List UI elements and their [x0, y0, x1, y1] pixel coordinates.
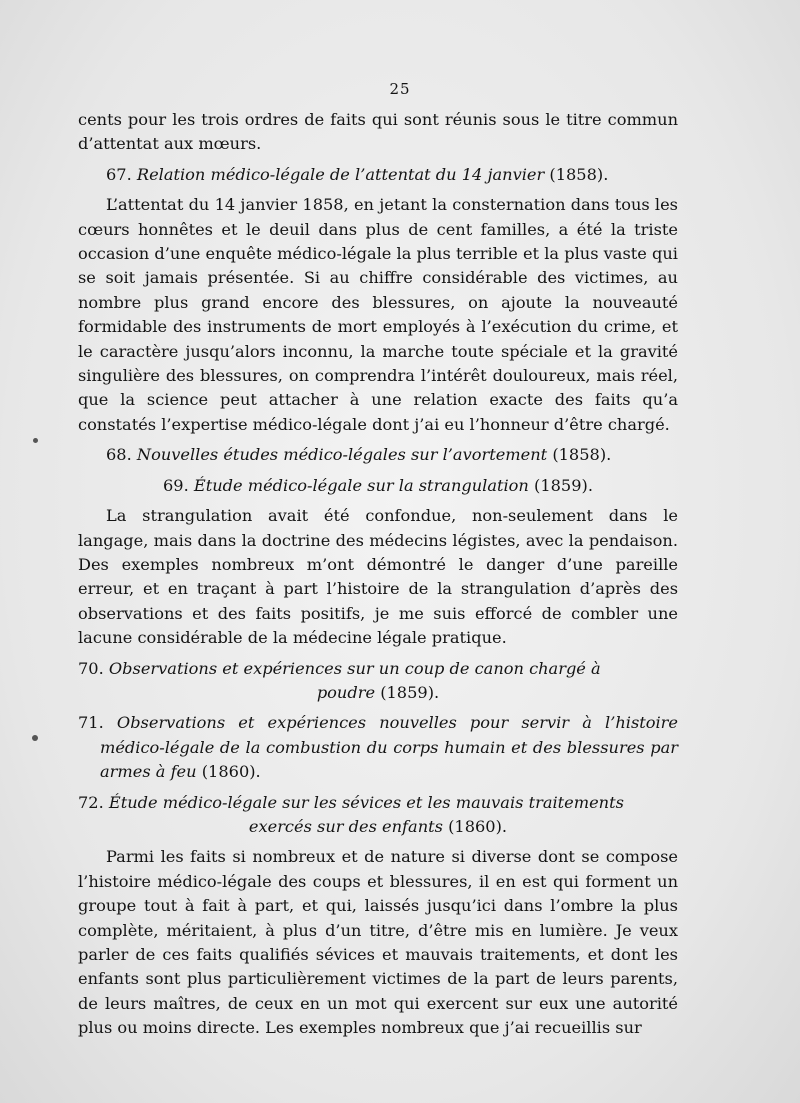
entry-title: Relation médico-légale de l’attentat du 14 janvier	[136, 164, 545, 184]
entry-68-heading	[78, 443, 678, 467]
entry-69-heading	[78, 474, 678, 498]
entry-number: 70.	[78, 658, 104, 678]
entry-title: Étude médico-légale sur la strangulation	[193, 475, 529, 495]
entry-year: (1860).	[201, 762, 261, 782]
entry-title-continued: poudre	[316, 682, 376, 702]
entry-number: 72.	[78, 792, 104, 812]
entry-title: Nouvelles études médico-légales sur l’avortement	[136, 445, 548, 465]
paragraph-69: La strangulation avait été confondue, non-seulement dans le langage, mais dans la doctrine des médecins légistes, avec la pendaison. Des exemples nombreux m’ont démontré le danger d’une pareille erreur, et en traçant à part l’histoire de la strangulation d’après des observations et des faits positifs, je me suis efforcé de combler une lacune considérable de la médecine légale pratique.	[78, 506, 678, 648]
entry-67-heading	[78, 163, 678, 187]
entry-year: (1859).	[534, 475, 593, 495]
page-number: 25	[389, 80, 411, 98]
entry-year: (1859).	[380, 682, 440, 702]
entry-70-heading	[78, 657, 678, 706]
entry-title: Observations et expériences nouvelles pour servir à l’histoire médico-légale de la combustion du corps humain et des blessures par armes à feu	[100, 713, 678, 782]
paragraph-67: L’attentat du 14 janvier 1858, en jetant la consternation dans tous les cœurs honnêtes et le deuil dans plus de cent familles, a été la triste occasion d’une enquête médico-légale la plus terrible et la plus vaste qui se soit jamais présentée. Si au chiffre considérable des victimes, au nombre plus grand encore des blessures, on ajoute la nouveauté formidable des instruments de mort employés à l’exécution du crime, et le caractère jusqu’alors inconnu, la marche toute spéciale et la gravité singulière des blessures, on comprendra l’intérêt douloureux, mais réel, que la science peut attacher à une relation exacte des faits qu’a constatés l’expertise médico-légale dont j’ai eu l’honneur d’être chargé.	[78, 195, 678, 434]
entry-year: (1858).	[552, 445, 612, 465]
entry-72-heading	[78, 791, 678, 840]
entry-title: Étude médico-légale sur les sévices et les mauvais traitements	[108, 792, 624, 812]
paragraph-72: Parmi les faits si nombreux et de nature si diverse dont se compose l’histoire médico-légale des coups et blessures, il en est qui forment un groupe tout à fait à part, et qui, laissés jusqu’ici dans l’ombre la plus complète, méritaient, à plus d’un titre, d’être mis en lumière. Je veux parler de ces faits qualifiés sévices et mauvais traitements, et dont les enfants sont plus particulièrement victimes de la part de leurs parents, de leurs maîtres, de ceux en un mot qui exercent sur eux une autorité plus ou moins directe. Les exemples nombreux que j’ai recueillis sur	[78, 847, 678, 1038]
entry-title: Observations et expériences sur un coup de canon chargé à	[108, 658, 601, 678]
entry-number: 68.	[106, 445, 132, 465]
entry-year: (1858).	[549, 164, 609, 184]
entry-title-continued: exercés sur des enfants	[248, 816, 443, 836]
entry-number: 67.	[106, 164, 132, 184]
entry-71-heading	[78, 711, 678, 784]
entry-year: (1860).	[448, 816, 508, 836]
print-speck	[33, 438, 38, 443]
text-body	[78, 108, 678, 1041]
print-speck	[32, 735, 38, 741]
entry-number: 69.	[163, 475, 189, 495]
entry-number: 71.	[78, 713, 104, 733]
paragraph-intro: cents pour les trois ordres de faits qui sont réunis sous le titre commun d’attentat aux mœurs.	[78, 110, 678, 154]
